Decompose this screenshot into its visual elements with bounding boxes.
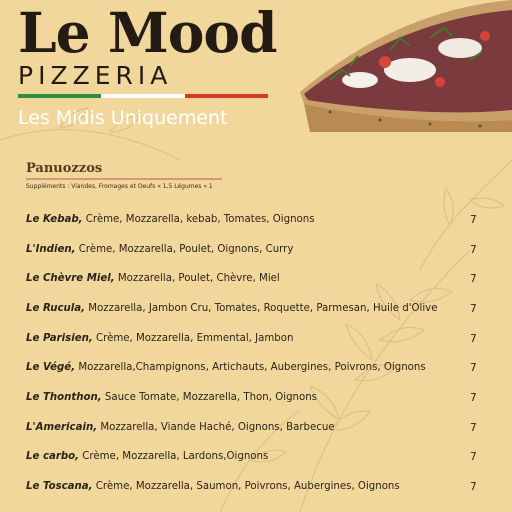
menu-item — [0, 265, 512, 295]
italian-flag-stripe — [18, 94, 268, 98]
menu-item-text — [26, 449, 466, 465]
section-title: Panuozzos — [26, 161, 103, 176]
menu-item — [0, 384, 512, 414]
menu-item-text — [26, 242, 466, 258]
section-underline — [26, 178, 222, 180]
panuozzo-sandwich-image — [290, 0, 512, 132]
menu-item-description: Crème, Mozzarella, Saumon, Poivrons, Aubergines, Oignons — [92, 481, 400, 492]
menu-item-price: 7 — [470, 362, 477, 374]
brand-logo-subtitle: PIZZERIA — [18, 61, 173, 90]
menu-item-price: 7 — [470, 333, 477, 345]
menu-item-text — [26, 301, 466, 317]
menu-item-description: Sauce Tomate, Mozzarella, Thon, Oignons — [101, 392, 317, 403]
menu-item — [0, 236, 512, 266]
supplements-note: Suppléments : Viandes, Fromages et Oeufs « 1,5 Légumes » 1 — [26, 183, 213, 190]
menu-item-price: 7 — [470, 273, 477, 285]
menu-item-price: 7 — [470, 303, 477, 315]
menu-item-name: Le Parisien, — [26, 333, 93, 344]
menu-item-description: Crème, Mozzarella, Emmental, Jambon — [92, 333, 294, 344]
menu-item-text — [26, 390, 466, 406]
menu-item-name: Le Thonthon, — [26, 392, 102, 403]
menu-item-description: Crème, Mozzarella, Lardons,Oignons — [79, 451, 269, 462]
menu-item — [0, 354, 512, 384]
menu-item-text — [26, 212, 466, 228]
menu-item-text — [26, 479, 466, 495]
lunch-only-tagline: Les Midis Uniquement — [18, 107, 228, 129]
menu-item-description: Mozzarella, Poulet, Chèvre, Miel — [114, 273, 280, 284]
menu-item-price: 7 — [470, 481, 477, 493]
menu-item-name: Le Rucula, — [26, 303, 86, 314]
menu-item-price: 7 — [470, 422, 477, 434]
menu-item-price: 7 — [470, 451, 477, 463]
menu-item-name: Le carbo, — [26, 451, 80, 462]
menu-item-text — [26, 331, 466, 347]
menu-item-text — [26, 420, 466, 436]
brand-logo-title: Le Mood — [18, 0, 277, 65]
menu-item — [0, 443, 512, 473]
menu-item-description: Crème, Mozzarella, kebab, Tomates, Oignons — [82, 214, 315, 225]
menu-item-description: Mozzarella, Jambon Cru, Tomates, Roquette, Parmesan, Huile d'Olive — [85, 303, 438, 314]
menu-item-name: L'Americain, — [26, 422, 98, 433]
menu-item — [0, 295, 512, 325]
menu-item-name: Le Chèvre Miel, — [26, 273, 115, 284]
menu-item-name: Le Toscana, — [26, 481, 93, 492]
menu-item-price: 7 — [470, 392, 477, 404]
menu-item-price: 7 — [470, 214, 477, 226]
menu-item-name: Le Végé, — [26, 362, 76, 373]
menu-item-text — [26, 271, 466, 287]
menu-item-name: L'Indien, — [26, 244, 76, 255]
menu-item — [0, 414, 512, 444]
menu-item-description: Mozzarella, Viande Haché, Oignons, Barbecue — [97, 422, 335, 433]
menu-item-description: Mozzarella,Champignons, Artichauts, Aubergines, Poivrons, Oignons — [75, 362, 426, 373]
menu-item-price: 7 — [470, 244, 477, 256]
menu-item-text — [26, 360, 466, 376]
menu-item — [0, 473, 512, 503]
menu-item — [0, 325, 512, 355]
menu-item-name: Le Kebab, — [26, 214, 83, 225]
menu-item — [0, 206, 512, 236]
menu-item-description: Crème, Mozzarella, Poulet, Oignons, Curry — [75, 244, 294, 255]
